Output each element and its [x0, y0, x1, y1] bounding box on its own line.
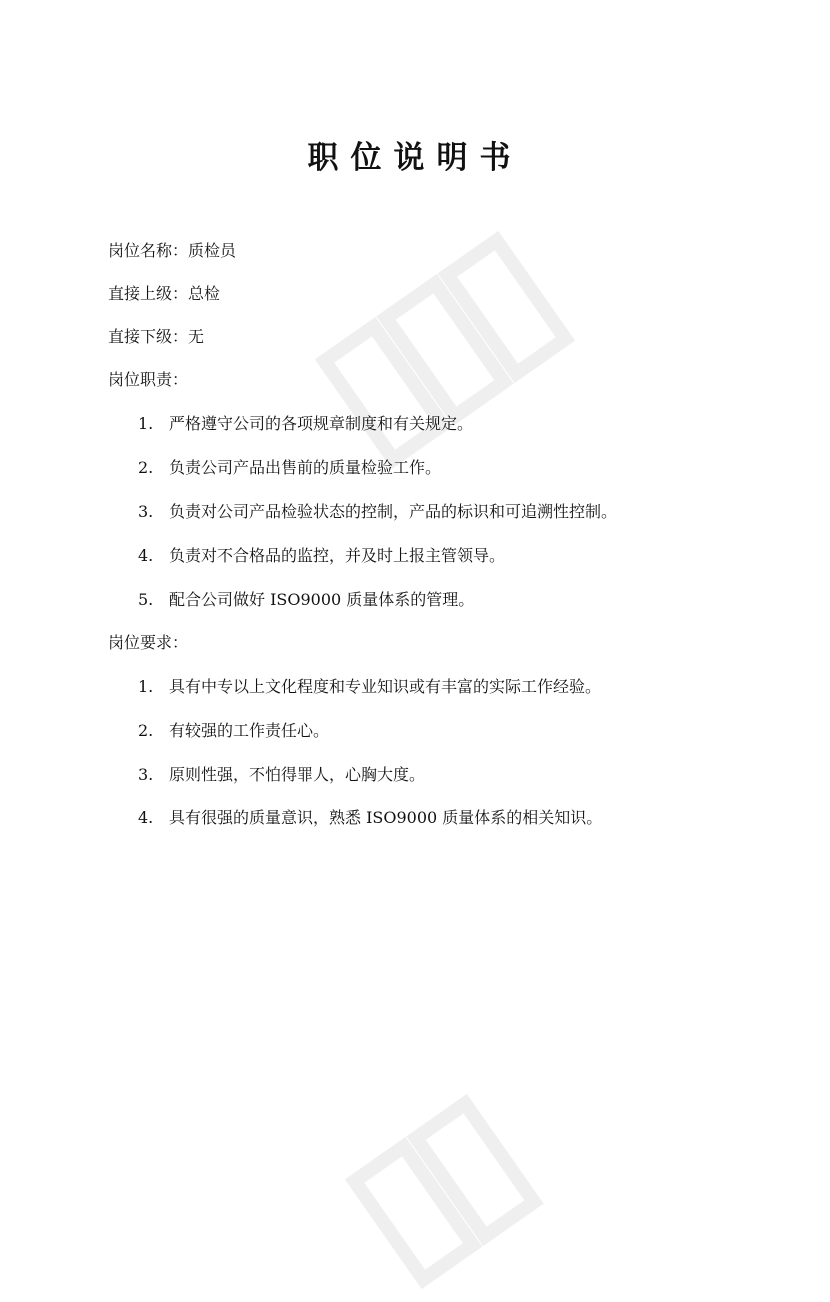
- field-label: 直接下级：: [108, 327, 189, 346]
- duty-item: [138, 589, 474, 611]
- list-number: 2.: [138, 721, 154, 740]
- requirement-item: [138, 807, 602, 829]
- list-text: 负责对公司产品检验状态的控制，产品的标识和可追溯性控制。: [169, 502, 618, 521]
- list-text: 负责公司产品出售前的质量检验工作。: [169, 458, 442, 477]
- list-text: 原则性强，不怕得罪人，心胸大度。: [169, 765, 426, 784]
- watermark-logo-bottom: [335, 1039, 615, 1302]
- list-number: 3.: [138, 502, 154, 521]
- duty-item: [138, 413, 473, 435]
- list-text: 配合公司做好 ISO9000 质量体系的管理。: [169, 590, 475, 609]
- field-value: 无: [188, 327, 205, 346]
- duty-item: [138, 545, 505, 567]
- list-number: 4.: [138, 546, 154, 565]
- duties-heading: 岗位职责：: [108, 370, 189, 389]
- field-direct-subordinate: [108, 326, 204, 348]
- list-number: 5.: [138, 590, 154, 609]
- list-text: 有较强的工作责任心。: [169, 721, 330, 740]
- field-label: 岗位名称：: [108, 241, 189, 260]
- duty-item: [138, 501, 617, 523]
- field-position-name: [108, 240, 236, 262]
- document-title: 职位说明书: [307, 140, 523, 176]
- list-text: 具有很强的质量意识，熟悉 ISO9000 质量体系的相关知识。: [169, 808, 603, 827]
- field-value: 总检: [188, 284, 221, 303]
- duty-item: [138, 457, 441, 479]
- list-text: 具有中专以上文化程度和专业知识或有丰富的实际工作经验。: [169, 677, 602, 696]
- field-label: 直接上级：: [108, 284, 189, 303]
- field-direct-superior: [108, 283, 220, 305]
- list-number: 4.: [138, 808, 154, 827]
- list-number: 1.: [138, 414, 154, 433]
- requirement-item: [138, 720, 329, 742]
- list-number: 3.: [138, 765, 154, 784]
- list-text: 严格遵守公司的各项规章制度和有关规定。: [169, 414, 474, 433]
- field-value: 质检员: [188, 241, 237, 260]
- requirement-item: [138, 764, 425, 786]
- list-number: 1.: [138, 677, 154, 696]
- requirement-item: [138, 676, 601, 698]
- watermark-logo: [305, 219, 585, 482]
- list-text: 负责对不合格品的监控，并及时上报主管领导。: [169, 546, 506, 565]
- list-number: 2.: [138, 458, 154, 477]
- requirements-heading: 岗位要求：: [108, 633, 189, 652]
